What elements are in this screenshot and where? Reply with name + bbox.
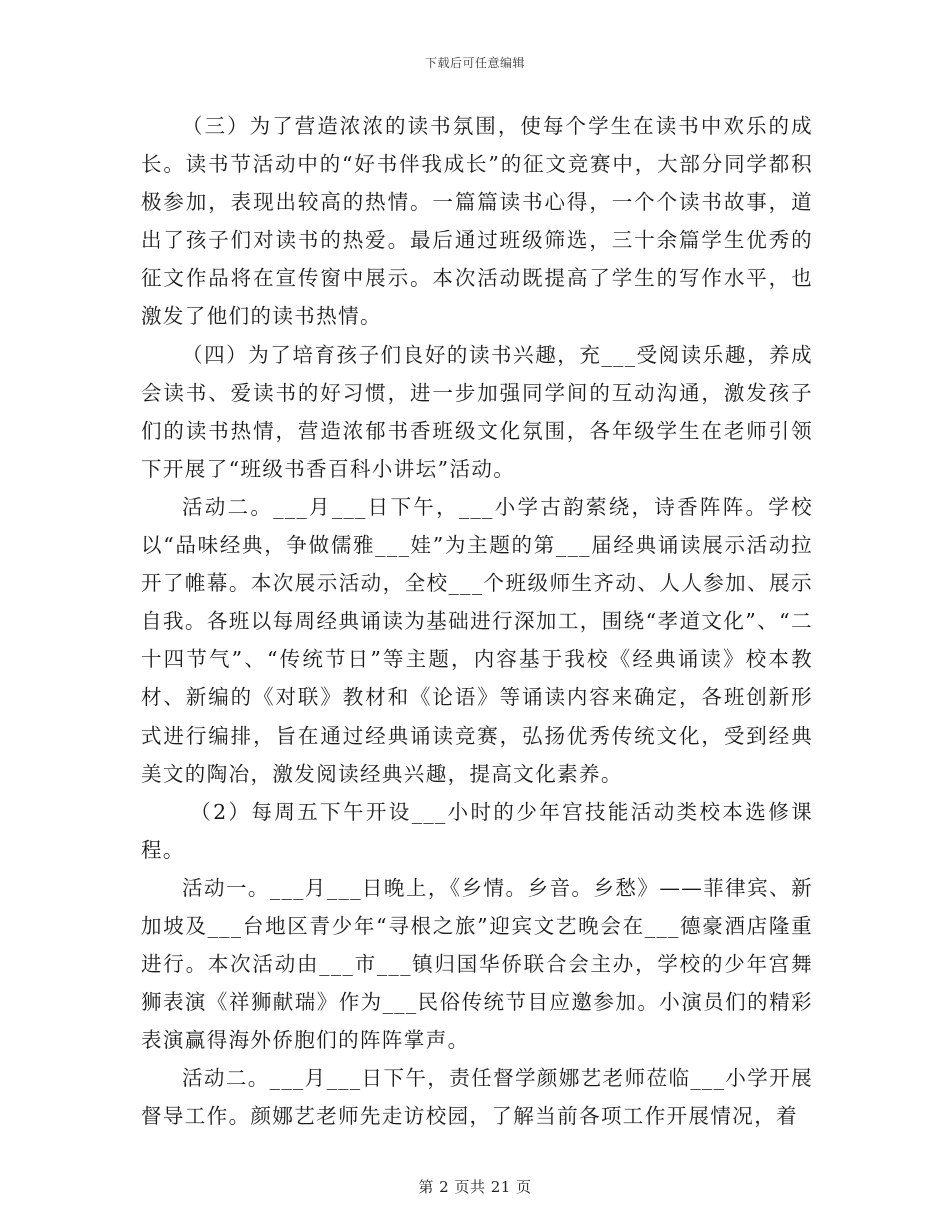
document-body <box>141 107 813 1136</box>
paragraph-classic-recitation: 活动二。___月___日下午，___小学古韵萦绕，诗香阵阵。学校以“品味经典，争做儒雅___娃”为主题的第___届经典诵读展示活动拉开了帷幕。本次展示活动，全校___个班级师生齐动、人人参加、展示自我。各班以每周经典诵读为基础进行深加工，围绕“孝道文化”、“二十四节气”、“传统节日”等主题，内容基于我校《经典诵读》校本教材、新编的《对联》教材和《论语》等诵读内容来确定，各班创新形式进行编排，旨在通过经典诵读竞赛，弘扬优秀传统文化，受到经典美文的陶冶，激发阅读经典兴趣，提高文化素养。 <box>141 494 813 786</box>
page-header: 下载后可任意编辑 <box>424 56 525 70</box>
page-footer: 第 2 页共 21 页 <box>418 1178 532 1196</box>
paragraph-elective-course: （2）每周五下午开设___小时的少年宫技能活动类校本选修课程。 <box>141 799 813 862</box>
paragraph-root-seeking-gala: 活动一。___月___日晚上，《乡情。乡音。乡愁》——菲律宾、新加坡及___台地区青少年“寻根之旅”迎宾文艺晚会在___德豪酒店隆重进行。本次活动由___市___镇归国华侨联合会主办，学校的少年宫舞狮表演《祥狮献瑞》作为___民俗传统节目应邀参加。小演员们的精彩表演赢得海外侨胞们的阵阵掌声。 <box>141 875 813 1053</box>
paragraph-reading-essay-contest: （三）为了营造浓浓的读书氛围，使每个学生在读书中欢乐的成长。读书节活动中的“好书伴我成长”的征文竞赛中，大部分同学都积极参加，表现出较高的热情。一篇篇读书心得，一个个读书故事，道出了孩子们对读书的热爱。最后通过班级筛选，三十余篇学生优秀的征文作品将在宣传窗中展示。本次活动既提高了学生的写作水平，也激发了他们的读书热情。 <box>141 114 813 329</box>
paragraph-supervision-visit: 活动二。___月___日下午，责任督学颜娜艺老师莅临___小学开展督导工作。颜娜艺老师先走访校园，了解当前各项工作开展情况，着 <box>141 1066 813 1129</box>
paragraph-reading-interest: （四）为了培育孩子们良好的读书兴趣，充___受阅读乐趣，养成会读书、爱读书的好习惯，进一步加强同学间的互动沟通，激发孩子们的读书热情，营造浓郁书香班级文化氛围，各年级学生在老师引领下开展了“班级书香百科小讲坛”活动。 <box>141 342 813 481</box>
